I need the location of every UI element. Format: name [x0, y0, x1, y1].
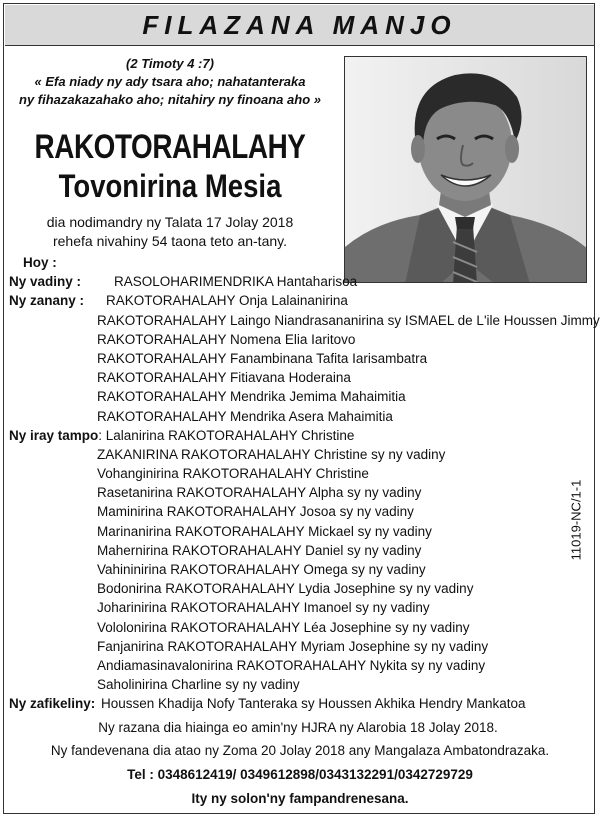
verse-line-2: ny fihazakazahako aho; nitahiry ny finoana aho » — [19, 92, 321, 107]
grandchildren-label: Ny zafikeliny: — [9, 696, 96, 712]
siblings-row — [9, 426, 512, 445]
child-name: RAKOTORAHALAHY Mendrika Asera Mahaimitia — [97, 408, 393, 424]
notice-header — [5, 5, 594, 46]
burial-notice: Ny fandevenana dia atao ny Zoma 20 Jolay 2018 any Mangalaza Ambatondrazaka. — [50, 743, 550, 758]
closing-line: Ity ny solon'ny fampandrenesana. — [191, 791, 409, 806]
grandchildren-row — [9, 694, 526, 713]
notice-title: FILAZANA MANJO — [142, 9, 457, 40]
siblings-label: Ny iray tampo — [9, 427, 99, 443]
death-date-line: dia nodimandry ny Talata 17 Jolay 2018 — [46, 214, 294, 230]
sibling-name: Bodonirina RAKOTORAHALAHY Lydia Josephine sy ny vadiny — [97, 581, 474, 597]
spouse-name: RASOLOHARIMENDRIKA Hantaharisoa — [114, 274, 358, 290]
verse-reference: (2 Timoty 4 :7) — [126, 56, 214, 71]
sibling-name: Rasetanirina RAKOTORAHALAHY Alpha sy ny vadiny — [97, 485, 422, 501]
sibling-name: : Lalanirina RAKOTORAHALAHY Christine — [98, 427, 355, 443]
sibling-name: Marinanirina RAKOTORAHALAHY Mickael sy ny vadiny — [97, 523, 432, 539]
child-name: RAKOTORAHALAHY Laingo Niandrasananirina sy ISMAEL de L'ile Houssen Jimmy — [97, 312, 600, 328]
death-age-line: rehefa nivahiny 54 taona teto an-tany. — [52, 233, 287, 249]
sibling-name: Andiamasinavalonirina RAKOTORAHALAHY Nykita sy ny vadiny — [97, 657, 486, 673]
sibling-name: Vahininirina RAKOTORAHALAHY Omega sy ny vadiny — [97, 562, 426, 577]
verse-quote — [0, 73, 340, 109]
departure-notice: Ny razana dia hiainga eo amin'ny HJRA ny Alarobia 18 Jolay 2018. — [98, 720, 498, 735]
child-name: RAKOTORAHALAHY Fanambinana Tafita Iarisambatra — [97, 350, 428, 366]
deceased-given-name: Tovonirina Mesia — [58, 168, 282, 204]
deceased-portrait — [344, 56, 587, 283]
child-name: RAKOTORAHALAHY Onja Lalainanirina — [106, 293, 348, 309]
sibling-name: Vololonirina RAKOTORAHALAHY Léa Josephine sy ny vadiny — [97, 619, 470, 635]
portrait-image — [345, 57, 587, 283]
children-label: Ny zanany : — [9, 293, 85, 309]
sibling-name: Fanjanirina RAKOTORAHALAHY Myriam Josephine sy ny vadiny — [97, 638, 489, 654]
sibling-name: Vohanginirina RAKOTORAHALAHY Christine — [97, 466, 369, 482]
sibling-name: Maminirina RAKOTORAHALAHY Josoa sy ny vadiny — [97, 504, 414, 520]
spouse-row — [9, 272, 512, 291]
verse-line-1: « Efa niady ny ady tsara aho; nahatanteraka — [34, 74, 306, 89]
sibling-name: Joharinirina RAKOTORAHALAHY Imanoel sy ny vadiny — [97, 600, 430, 616]
reference-code: 11019-NC/1-1 — [568, 479, 584, 561]
child-name: RAKOTORAHALAHY Fitiavana Hoderaina — [97, 370, 351, 386]
grandchildren-names: Houssen Khadija Nofy Tanteraka sy Houssen Akhika Hendry Mankatoa — [101, 696, 526, 712]
sibling-name: Saholinirina Charline sy ny vadiny — [97, 677, 300, 693]
child-name: RAKOTORAHALAHY Nomena Elia Iaritovo — [97, 331, 356, 347]
sibling-name: Mahernirina RAKOTORAHALAHY Daniel sy ny vadiny — [97, 542, 422, 558]
hoy-label: Hoy : — [23, 255, 57, 270]
telephone-line: Tel : 0348612419/ 0349612898/0343132291/0342729729 — [127, 767, 473, 782]
death-statement — [0, 213, 340, 251]
child-name: RAKOTORAHALAHY Mendrika Jemima Mahaimitia — [97, 389, 406, 405]
spouse-label: Ny vadiny : — [9, 274, 82, 290]
children-row — [9, 291, 512, 310]
sibling-name: ZAKANIRINA RAKOTORAHALAHY Christine sy ny vadiny — [97, 446, 446, 462]
deceased-surname: RAKOTORAHALAHY — [34, 128, 306, 166]
